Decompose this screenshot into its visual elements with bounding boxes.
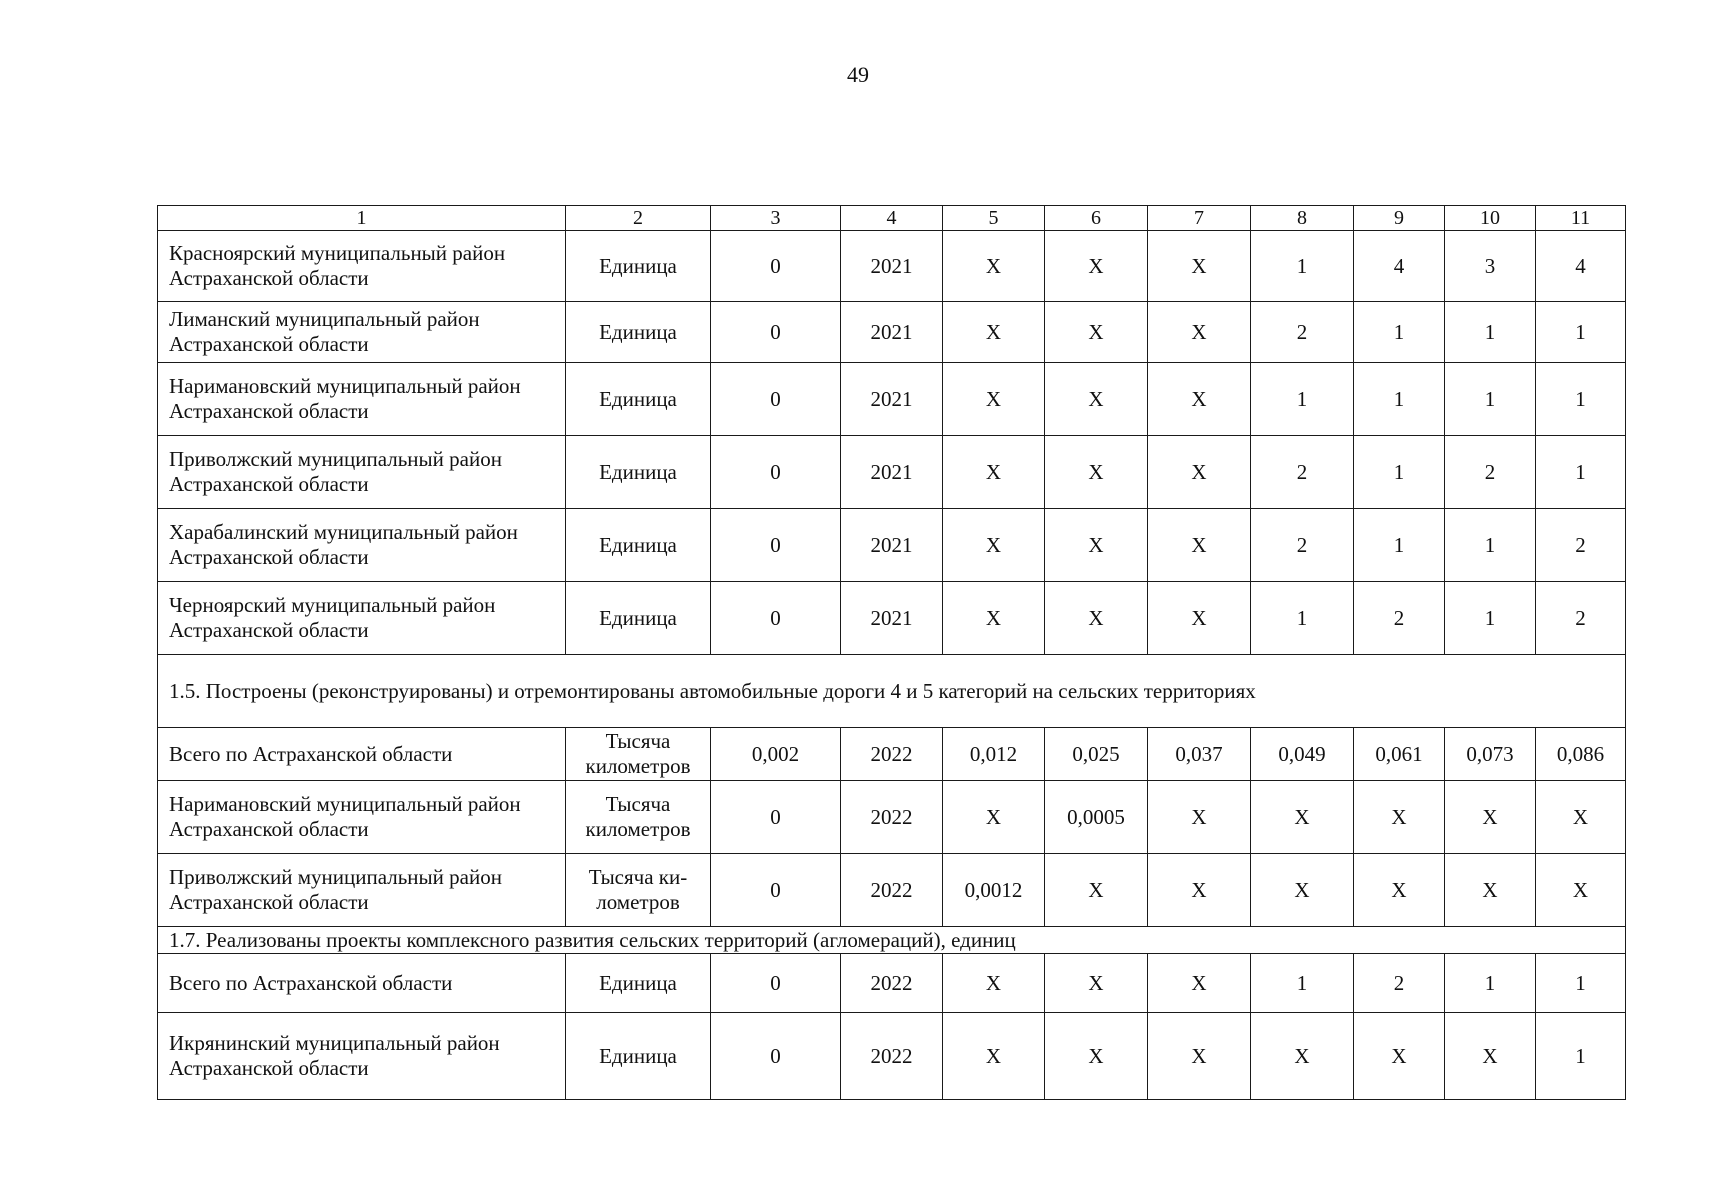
value-cell: 0 [711, 363, 841, 436]
column-number: 4 [841, 206, 943, 231]
value-cell: X [1148, 231, 1251, 302]
value-cell: 1 [1251, 954, 1354, 1013]
value-cell: 0,012 [943, 728, 1045, 781]
value-cell: 1 [1251, 363, 1354, 436]
unit-line: Тысяча [605, 729, 671, 753]
unit-line: километров [585, 817, 691, 841]
region-name: Астраханской области [169, 266, 369, 290]
value-cell: 1 [1536, 363, 1626, 436]
section-heading-1-7: 1.7. Реализованы проекты комплексного развития сельских территорий (агломераций), единиц [158, 927, 1626, 954]
table-row [158, 781, 1626, 854]
unit-cell: Единица [566, 582, 711, 655]
district-name: Красноярский муниципальный район [169, 241, 506, 265]
value-cell: X [943, 436, 1045, 509]
value-cell: X [1536, 781, 1626, 854]
value-cell: 2 [1251, 436, 1354, 509]
value-cell: X [1148, 954, 1251, 1013]
indicator-table [157, 205, 1626, 1100]
unit-cell: Единица [566, 436, 711, 509]
value-cell: 0,037 [1148, 728, 1251, 781]
column-number: 2 [566, 206, 711, 231]
value-cell: X [1045, 582, 1148, 655]
value-cell: X [943, 954, 1045, 1013]
district-name-cell [158, 509, 566, 582]
year-cell: 2022 [841, 954, 943, 1013]
column-number: 11 [1536, 206, 1626, 231]
value-cell: 4 [1536, 231, 1626, 302]
column-number: 8 [1251, 206, 1354, 231]
value-cell: X [943, 1013, 1045, 1100]
value-cell: X [943, 302, 1045, 363]
value-cell: 1 [1536, 1013, 1626, 1100]
value-cell: 1 [1251, 582, 1354, 655]
value-cell: 0,0005 [1045, 781, 1148, 854]
year-cell: 2021 [841, 231, 943, 302]
value-cell: X [1045, 1013, 1148, 1100]
value-cell: 2 [1251, 509, 1354, 582]
column-number: 3 [711, 206, 841, 231]
table-row [158, 728, 1626, 781]
value-cell: X [943, 509, 1045, 582]
value-cell: X [1251, 1013, 1354, 1100]
region-name: Астраханской области [169, 890, 369, 914]
value-cell: 2 [1445, 436, 1536, 509]
district-name-cell [158, 363, 566, 436]
unit-line: лометров [596, 890, 680, 914]
district-name-cell [158, 231, 566, 302]
region-name: Астраханской области [169, 618, 369, 642]
column-number-row [158, 206, 1626, 231]
value-cell: X [1045, 854, 1148, 927]
value-cell: 0,086 [1536, 728, 1626, 781]
value-cell: X [1148, 582, 1251, 655]
value-cell: 0 [711, 954, 841, 1013]
unit-cell [566, 728, 711, 781]
value-cell: 0 [711, 1013, 841, 1100]
region-name: Астраханской области [169, 545, 369, 569]
district-name-cell [158, 436, 566, 509]
value-cell: 2 [1354, 954, 1445, 1013]
unit-cell: Единица [566, 302, 711, 363]
year-cell: 2022 [841, 781, 943, 854]
unit-cell: Единица [566, 231, 711, 302]
value-cell: 1 [1354, 509, 1445, 582]
value-cell: X [1045, 302, 1148, 363]
district-name: Приволжский муниципальный район [169, 447, 502, 471]
table-row [158, 363, 1626, 436]
value-cell: X [943, 363, 1045, 436]
year-cell: 2021 [841, 436, 943, 509]
value-cell: 0,0012 [943, 854, 1045, 927]
value-cell: 0,002 [711, 728, 841, 781]
value-cell: X [1148, 509, 1251, 582]
value-cell: X [1445, 1013, 1536, 1100]
table-row [158, 1013, 1626, 1100]
district-name: Черноярский муниципальный район [169, 593, 496, 617]
value-cell: 0 [711, 509, 841, 582]
value-cell: 1 [1536, 302, 1626, 363]
value-cell: X [1445, 854, 1536, 927]
column-number: 10 [1445, 206, 1536, 231]
value-cell: 3 [1445, 231, 1536, 302]
district-name-cell [158, 582, 566, 655]
value-cell: X [1045, 509, 1148, 582]
value-cell: X [1251, 854, 1354, 927]
value-cell: 1 [1445, 954, 1536, 1013]
column-number: 6 [1045, 206, 1148, 231]
value-cell: 1 [1445, 302, 1536, 363]
table-row [158, 582, 1626, 655]
district-name-cell [158, 728, 566, 781]
value-cell: X [1045, 436, 1148, 509]
region-name: Астраханской области [169, 472, 369, 496]
district-name: Всего по Астраханской области [169, 970, 453, 995]
column-number: 1 [158, 206, 566, 231]
year-cell: 2022 [841, 1013, 943, 1100]
value-cell: 1 [1445, 509, 1536, 582]
page-number: 49 [847, 62, 869, 87]
value-cell: X [1354, 1013, 1445, 1100]
table-row [158, 954, 1626, 1013]
value-cell: 1 [1445, 582, 1536, 655]
table-row [158, 854, 1626, 927]
value-cell: 0,061 [1354, 728, 1445, 781]
district-name: Наримановский муниципальный район [169, 792, 521, 816]
column-number: 5 [943, 206, 1045, 231]
value-cell: 1 [1536, 436, 1626, 509]
unit-cell [566, 781, 711, 854]
year-cell: 2021 [841, 509, 943, 582]
value-cell: X [1536, 854, 1626, 927]
value-cell: 0 [711, 854, 841, 927]
value-cell: 1 [1354, 302, 1445, 363]
district-name-cell [158, 1013, 566, 1100]
district-name: Наримановский муниципальный район [169, 374, 521, 398]
column-number: 7 [1148, 206, 1251, 231]
region-name: Астраханской области [169, 332, 369, 356]
value-cell: 1 [1354, 363, 1445, 436]
value-cell: 0 [711, 231, 841, 302]
district-name: Харабалинский муниципальный район [169, 520, 518, 544]
value-cell: 2 [1536, 582, 1626, 655]
value-cell: 2 [1536, 509, 1626, 582]
value-cell: X [1148, 854, 1251, 927]
value-cell: X [1354, 781, 1445, 854]
unit-line: Тысяча ки- [588, 865, 688, 889]
value-cell: X [943, 231, 1045, 302]
value-cell: 2 [1354, 582, 1445, 655]
year-cell: 2021 [841, 582, 943, 655]
district-name-cell [158, 781, 566, 854]
year-cell: 2021 [841, 363, 943, 436]
year-cell: 2021 [841, 302, 943, 363]
region-name: Астраханской области [169, 817, 369, 841]
value-cell: X [1251, 781, 1354, 854]
column-number: 9 [1354, 206, 1445, 231]
unit-cell: Единица [566, 363, 711, 436]
district-name: Лиманский муниципальный район [169, 307, 480, 331]
district-name-cell [158, 302, 566, 363]
value-cell: X [1148, 781, 1251, 854]
value-cell: X [1045, 231, 1148, 302]
value-cell: X [943, 781, 1045, 854]
value-cell: X [1148, 363, 1251, 436]
unit-cell: Единица [566, 509, 711, 582]
value-cell: 0 [711, 781, 841, 854]
value-cell: 1 [1536, 954, 1626, 1013]
table-row [158, 302, 1626, 363]
value-cell: X [1045, 363, 1148, 436]
value-cell: X [1045, 954, 1148, 1013]
value-cell: 0,025 [1045, 728, 1148, 781]
district-name-cell [158, 854, 566, 927]
district-name-cell [158, 954, 566, 1013]
unit-line: километров [585, 754, 691, 778]
table-row [158, 436, 1626, 509]
value-cell: X [1148, 436, 1251, 509]
value-cell: 1 [1445, 363, 1536, 436]
value-cell: 4 [1354, 231, 1445, 302]
district-name: Икрянинский муниципальный район [169, 1031, 500, 1055]
district-name: Всего по Астраханской области [169, 741, 453, 766]
table-row [158, 509, 1626, 582]
section-row [158, 927, 1626, 954]
region-name: Астраханской области [169, 399, 369, 423]
year-cell: 2022 [841, 854, 943, 927]
value-cell: 0 [711, 302, 841, 363]
value-cell: 1 [1354, 436, 1445, 509]
value-cell: 0,073 [1445, 728, 1536, 781]
value-cell: X [943, 582, 1045, 655]
unit-cell: Единица [566, 1013, 711, 1100]
value-cell: X [1148, 302, 1251, 363]
table-row [158, 231, 1626, 302]
value-cell: X [1445, 781, 1536, 854]
value-cell: 1 [1251, 231, 1354, 302]
value-cell: 0 [711, 582, 841, 655]
unit-line: Тысяча [605, 792, 671, 816]
value-cell: 2 [1251, 302, 1354, 363]
unit-cell: Единица [566, 954, 711, 1013]
year-cell: 2022 [841, 728, 943, 781]
section-row [158, 655, 1626, 728]
district-name: Приволжский муниципальный район [169, 865, 502, 889]
unit-cell [566, 854, 711, 927]
section-heading-1-5: 1.5. Построены (реконструированы) и отремонтированы автомобильные дороги 4 и 5 категорий на сельских территориях [158, 655, 1626, 728]
value-cell: X [1354, 854, 1445, 927]
value-cell: 0 [711, 436, 841, 509]
value-cell: 0,049 [1251, 728, 1354, 781]
value-cell: X [1148, 1013, 1251, 1100]
region-name: Астраханской области [169, 1056, 369, 1080]
